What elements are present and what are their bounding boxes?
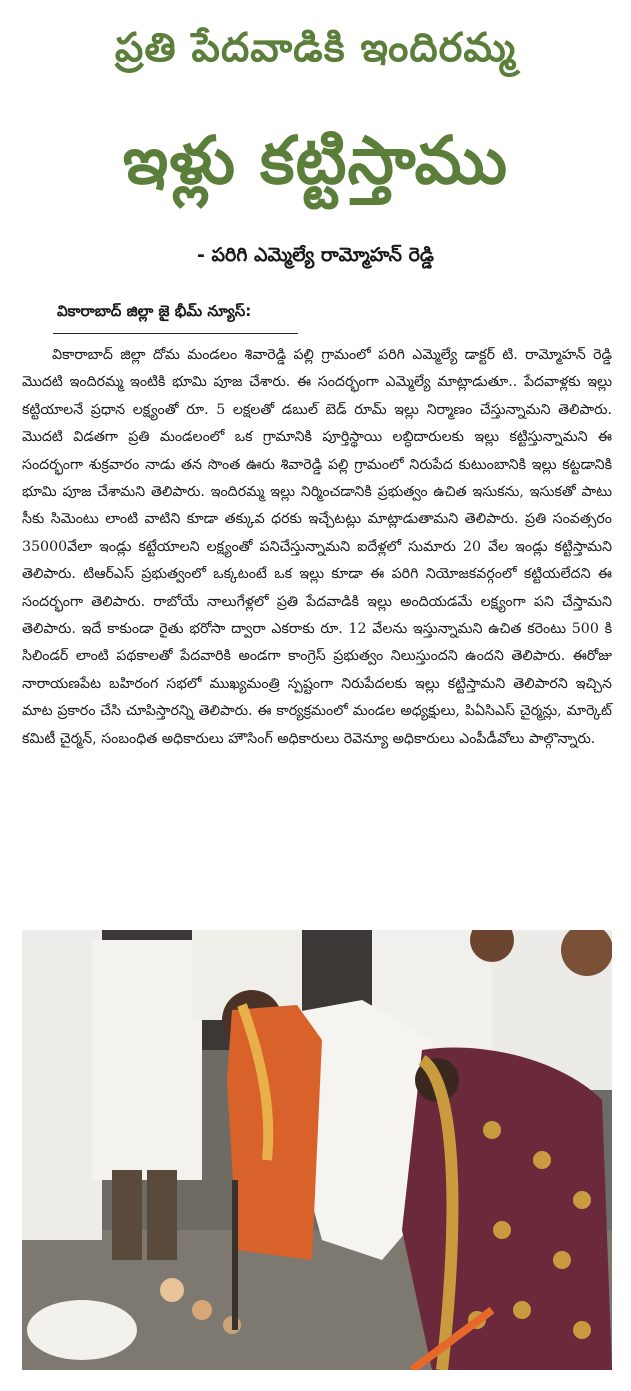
person-legs-2 bbox=[147, 1170, 177, 1260]
person-legs bbox=[112, 1170, 142, 1260]
headline-line-2: ఇళ్లు కట్టిస్తాము bbox=[122, 122, 509, 199]
central-man-shawl bbox=[227, 1005, 322, 1260]
photo-illustration bbox=[22, 930, 612, 1370]
person-left-kurta bbox=[22, 930, 102, 1240]
puja-pole bbox=[232, 1180, 238, 1330]
headline-line-1: ప్రతి పేదవాడికి ఇందిరమ్మ bbox=[114, 25, 517, 71]
person-standing-kurta bbox=[92, 940, 202, 1180]
puja-coconut-2 bbox=[192, 1300, 212, 1320]
puja-cloth bbox=[27, 1300, 137, 1360]
news-photo bbox=[22, 930, 612, 1370]
puja-coconut bbox=[160, 1278, 184, 1302]
byline: - పరిగి ఎమ్మెల్యే రామ్మోహన్ రెడ్డి bbox=[197, 244, 434, 266]
dateline: వికారాబాద్ జిల్లా జై భీమ్ న్యూస్: bbox=[57, 302, 252, 320]
dateline-rule bbox=[53, 333, 298, 334]
article-body: వికారాబాద్ జిల్లా దోమ మండలం శివారెడ్డి పల్లి గ్రామంలో పరిగి ఎమ్మెల్యే డాక్టర్ టి. రామ్మోహన్ రెడ్డి మొదటి ఇందిరమ్మ ఇంటికి భూమి పూజ చేశారు. ఈ సందర్భంగా ఎమ్మెల్యే మాట్లాడుతూ.. పేదవాళ్లకు ఇల్లు కట్టియాలనే ప్రధాన లక్ష్యంతో రూ. 5 లక్షలతో డబుల్ బెడ్ రూమ్ ఇల్లు నిర్మాణం చేస్తున్నామని తెలిపారు. మొదటి విడతగా ప్రతి మండలంలో ఒక గ్రామానికి పూర్తిస్థాయి లబ్ధిదారులకు ఇల్లు కట్టిస్తున్నామని ఈ సందర్భంగా శుక్రవారం నాడు తన సొంత ఊరు శివారెడ్డి పల్లి గ్రామంలో నిరుపేద కుటుంబానికి ఇల్లు కట్టడానికి భూమి పూజ చేశామని తెలిపారు. ఇందిరమ్మ ఇల్లు నిర్మించడానికి ప్రభుత్వం ఉచిత ఇసుకను, ఇసుకతో పాటు సీకు సిమెంటు లాంటి వాటిని కూడా తక్కువ ధరకు ఇచ్చేటట్లు మాట్లాడుతామని తెలిపారు. ప్రతి సంవత్సరం 35000వేలా ఇండ్లు కట్టేయాలని లక్ష్యంతో పనిచేస్తున్నామని ఐదేళ్లలో సుమారు 20 వేల ఇండ్లు కట్టిస్తామని తెలిపారు. టిఆర్ఎస్ ప్రభుత్వంలో ఒక్కటంటే ఒక ఇల్లు కూడా ఈ పరిగి నియోజకవర్గంలో కట్టియలేదని ఈ సందర్భంగా తెలిపారు. రాబోయే నాలుగేళ్లలో ప్రతి పేదవాడికి ఇల్లు అందియడమే లక్ష్యంగా పని చేస్తామని తెలిపారు. ఇదే కాకుండా రైతు భరోసా ద్వారా ఎకరాకు రూ. 12 వేలను ఇస్తున్నామని ఉచిత కరెంటు 500 కి సిలిండర్ లాంటి పథకాలతో పేదవారికి అండగా కాంగ్రెస్ ప్రభుత్వం నిలుస్తుందని ఉందని తెలిపారు. ఈరోజు నారాయణపేట బహిరంగ సభలో ముఖ్యమంత్రి స్పష్టంగా నిరుపేదలకు ఇల్లు కట్టిస్తామని తెలిపారని ఇచ్చిన మాట ప్రకారం చేసి చూపిస్తారన్ని తెలిపారు. ఈ కార్యక్రమంలో మండల అధ్యక్షులు, పిఏసిఎస్ చైర్మన్లు, మార్కెట్ కమిటీ చైర్మన్, సంబంధిత అధికారులు హౌసింగ్ అధికారులు రెవెన్యూ అధికారులు ఎంపీడీవోలు పాల్గొన్నారు. bbox=[22, 347, 612, 747]
